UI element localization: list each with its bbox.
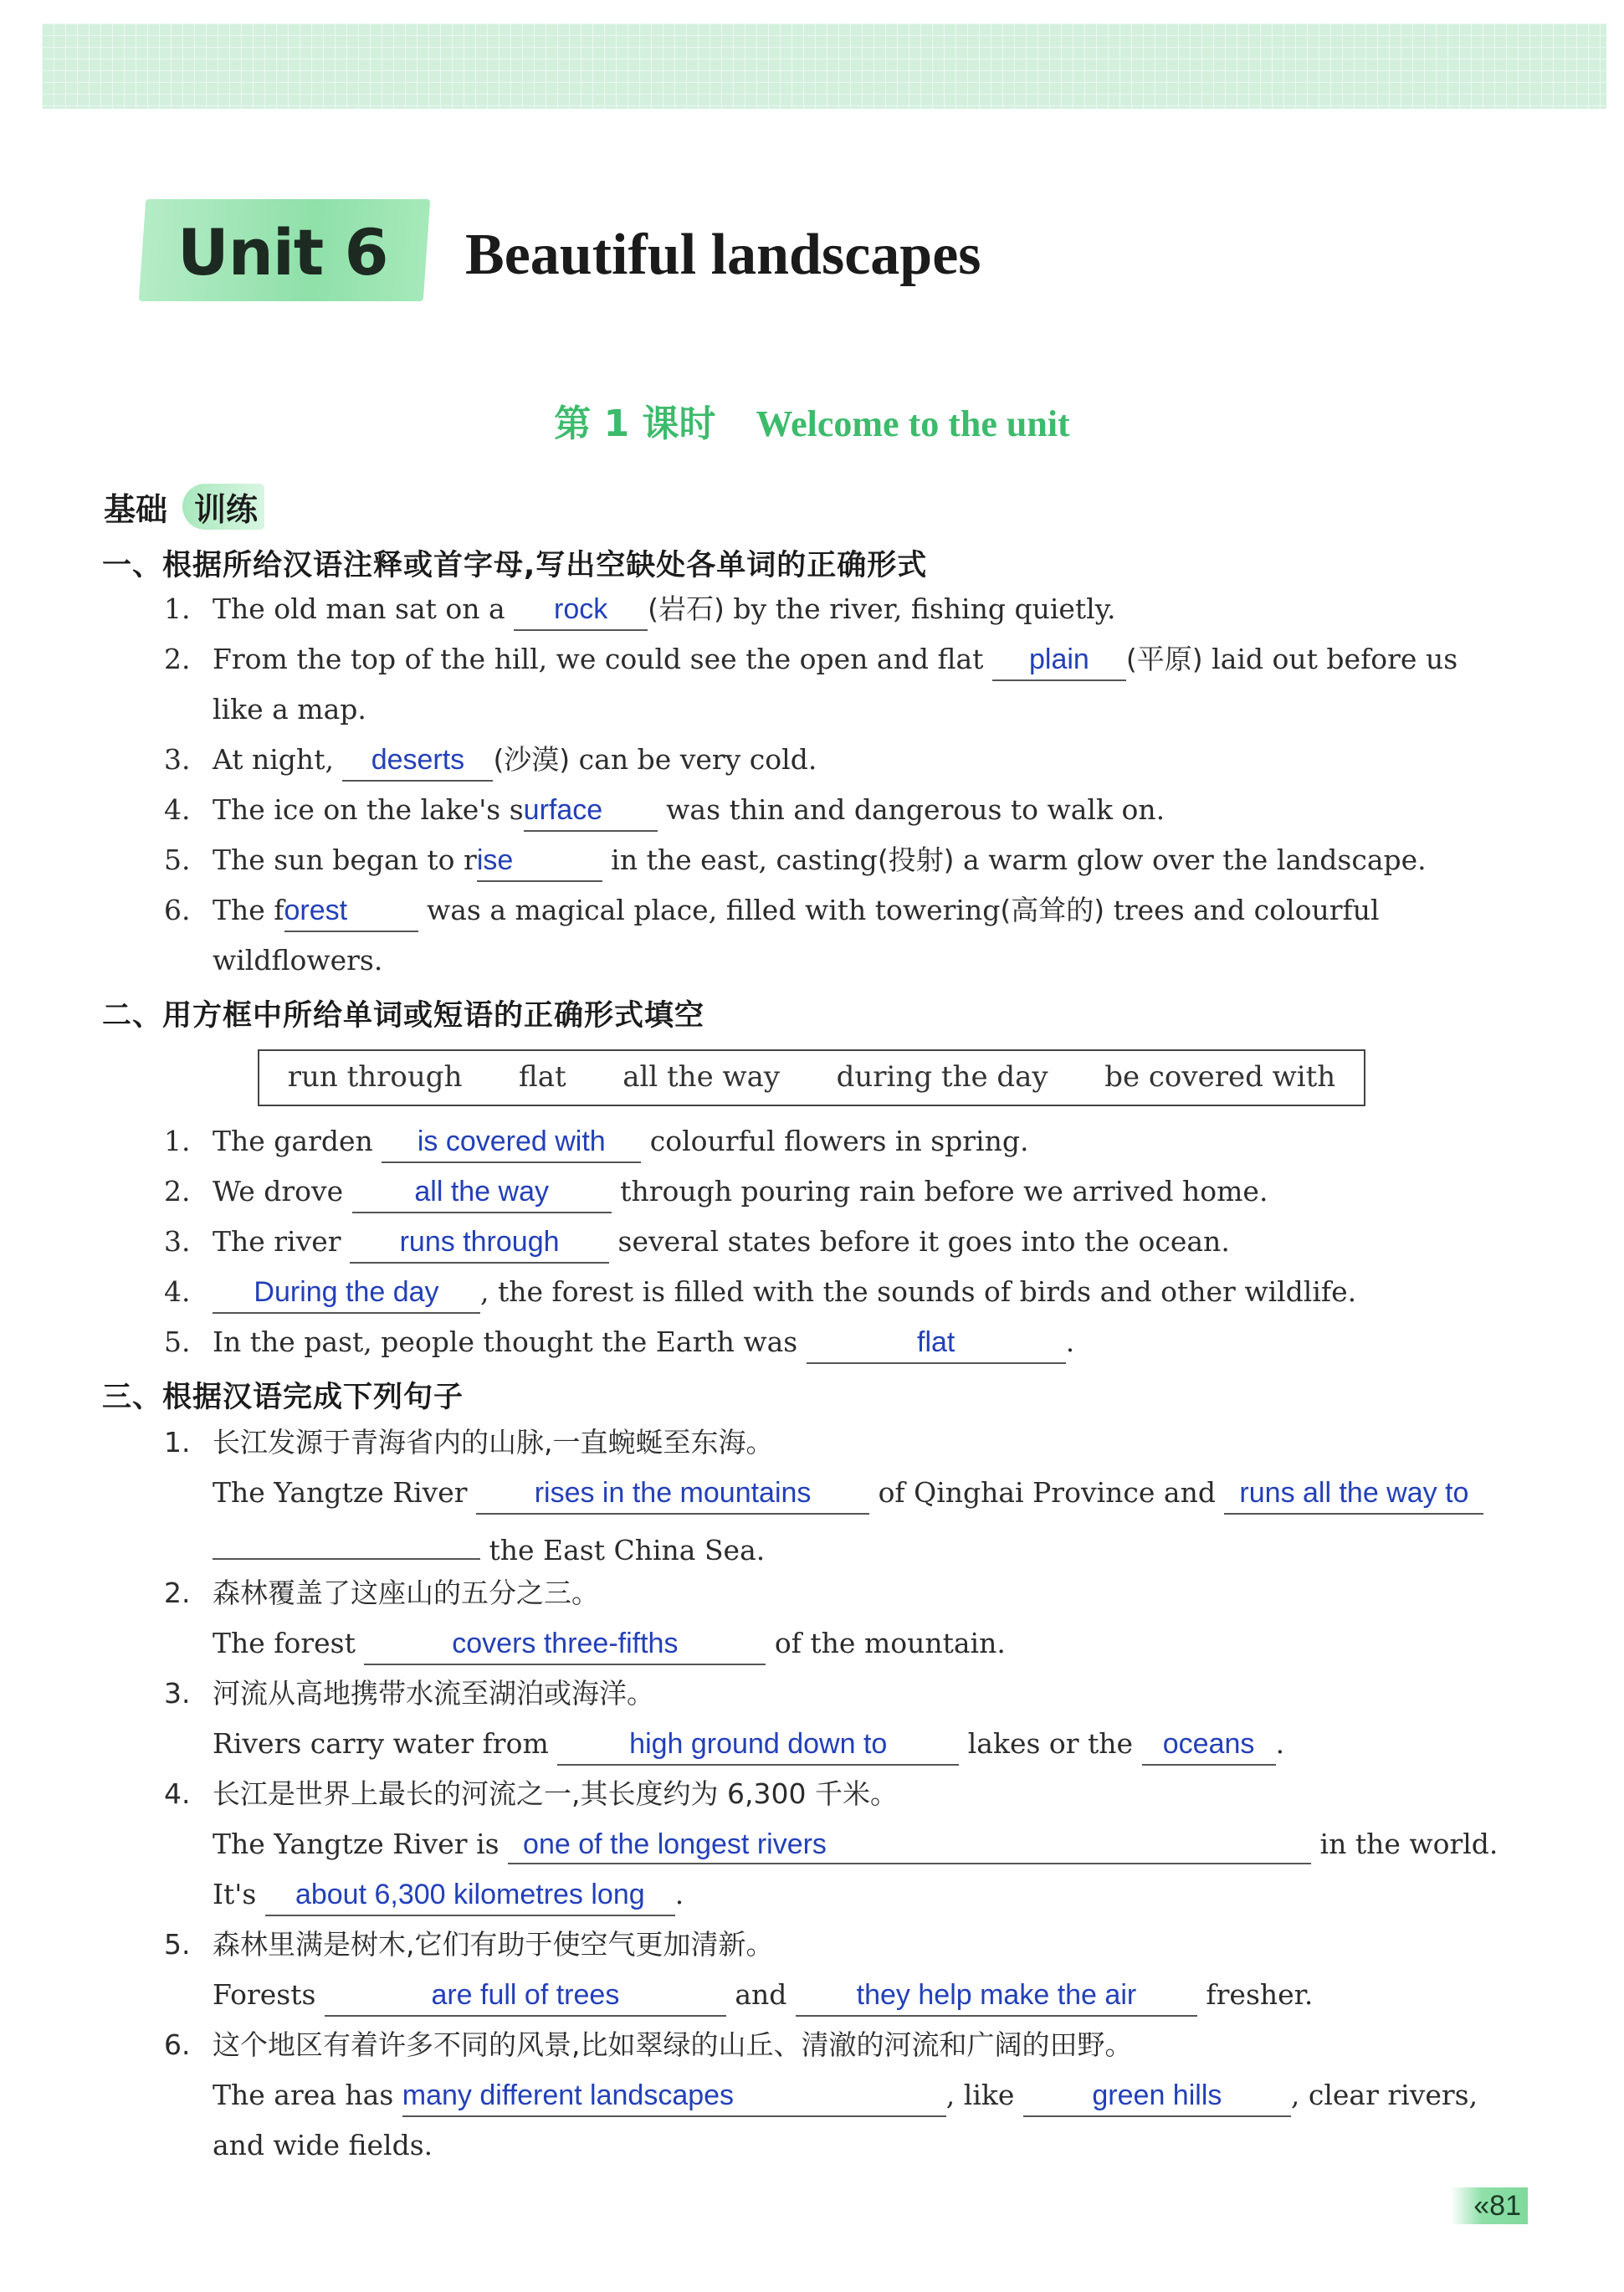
s3-question-3-en — [213, 1722, 1530, 1766]
answer-blank[interactable] — [508, 1828, 1311, 1864]
question-text: fresher. — [1196, 1978, 1314, 2011]
lesson-title — [0, 393, 1624, 447]
question-text: in the east, casting — [602, 843, 878, 876]
question-text: and — [725, 1978, 796, 2011]
s3-question-5-cn — [164, 1923, 1530, 1966]
answer-text: runs through — [399, 1226, 560, 1258]
answer-text: ise — [476, 844, 514, 876]
question-number: 3. — [164, 743, 191, 776]
s2-question-3 — [164, 1220, 1530, 1264]
question-number: 2. — [164, 1175, 191, 1208]
hint-text: (沙漠) — [493, 743, 571, 776]
question-text: several states before it goes into the ocean. — [609, 1225, 1230, 1258]
answer-text: covers three-fifths — [452, 1628, 679, 1659]
answer-blank[interactable] — [325, 1978, 726, 2017]
chinese-prompt: 长江发源于青海省内的山脉,一直蜿蜒至东海。 — [213, 1426, 774, 1459]
answer-text: runs all the way to — [1239, 1477, 1469, 1509]
chinese-prompt: 森林里满是树木,它们有助于使空气更加清新。 — [213, 1928, 774, 1961]
answer-blank[interactable] — [342, 743, 493, 782]
s3-question-6-cont: and wide fields. — [213, 2129, 433, 2161]
s3-question-1-cn — [164, 1421, 1530, 1464]
question-text: laid out before us — [1202, 643, 1458, 675]
question-text: of the mountain. — [766, 1627, 1006, 1659]
answer-blank[interactable] — [364, 1627, 766, 1665]
section-2-title: 二、用方框中所给单词或短语的正确形式填空 — [102, 999, 705, 1033]
word-box-item: all the way — [622, 1060, 781, 1094]
word-box — [258, 1049, 1365, 1106]
question-text: . — [1275, 1727, 1285, 1760]
question-text: We drove — [213, 1175, 352, 1208]
s1-question-1 — [164, 587, 1530, 631]
question-text: the East China Sea. — [480, 1534, 766, 1566]
answer-blank[interactable] — [213, 1275, 480, 1314]
s1-question-2-cont: like a map. — [213, 693, 366, 726]
question-text: The sun began to r — [213, 843, 477, 876]
question-text: trees and colourful — [1104, 894, 1380, 926]
answer-text: plain — [1028, 644, 1089, 675]
question-text: through pouring rain before we arrived home. — [611, 1175, 1268, 1208]
s1-question-5 — [164, 838, 1530, 882]
question-number: 5. — [164, 1325, 191, 1358]
s3-question-4-en — [213, 1823, 1530, 1866]
block-heading-a: 基础 — [104, 491, 168, 528]
question-text: . — [1065, 1325, 1075, 1358]
question-number: 1. — [164, 592, 191, 625]
answer-blank[interactable] — [350, 1225, 609, 1264]
question-text: The river — [213, 1225, 351, 1258]
chinese-prompt: 这个地区有着许多不同的风景,比如翠绿的山丘、清澈的河流和广阔的田野。 — [213, 2028, 1133, 2061]
answer-blank-cont[interactable] — [213, 1521, 480, 1560]
section-1-title: 一、根据所给汉语注释或首字母,写出空缺处各单词的正确形式 — [102, 549, 928, 582]
question-text: The Yangtze River is — [213, 1828, 509, 1860]
answer-text: about 6,300 kilometres long — [295, 1879, 645, 1910]
question-text: The garden — [213, 1125, 382, 1157]
answer-blank[interactable] — [1023, 2079, 1291, 2117]
question-text: The old man sat on a — [213, 592, 515, 625]
question-text: The forest — [213, 1627, 365, 1659]
hint-text: (投射) — [877, 843, 955, 876]
lesson-number: 第 1 课时 — [554, 403, 716, 445]
answer-blank[interactable] — [1142, 1727, 1276, 1766]
s1-question-4 — [164, 788, 1530, 832]
s2-question-5 — [164, 1320, 1530, 1364]
answer-blank[interactable] — [352, 1175, 612, 1213]
s3-question-4-cn — [164, 1772, 1530, 1816]
question-text: In the past, people thought the Earth was — [213, 1325, 807, 1358]
s3-question-6-cn — [164, 2023, 1530, 2067]
question-text: of Qinghai Province and — [869, 1476, 1225, 1509]
question-number: 5. — [164, 1928, 191, 1961]
answer-text: During the day — [254, 1276, 439, 1308]
s2-question-1 — [164, 1120, 1530, 1163]
word-box-item: be covered with — [1104, 1060, 1336, 1094]
answer-blank[interactable] — [1224, 1476, 1483, 1515]
answer-blank[interactable] — [557, 1727, 959, 1766]
question-text: can be very cold. — [570, 743, 817, 776]
question-text: , clear rivers, — [1290, 2079, 1478, 2111]
s1-question-3 — [164, 738, 1530, 782]
question-text: was a magical place, filled with towering — [418, 894, 1001, 926]
hint-text: (平原) — [1125, 643, 1203, 675]
answer-text: are full of trees — [431, 1979, 620, 2011]
page-number-text: 81 — [1489, 2190, 1521, 2222]
header-band — [42, 23, 1606, 109]
answer-blank[interactable] — [807, 1325, 1066, 1364]
question-number: 6. — [164, 894, 191, 926]
question-text: , the forest is filled with the sounds of birds and other wildlife. — [480, 1275, 1357, 1308]
s2-question-2 — [164, 1170, 1530, 1213]
answer-blank[interactable] — [382, 1125, 641, 1163]
s3-question-2-cn — [164, 1572, 1530, 1615]
question-number: 3. — [164, 1225, 191, 1258]
question-number: 6. — [164, 2028, 191, 2061]
unit-title: Beautiful landscapes — [465, 223, 981, 287]
question-number: 1. — [164, 1125, 191, 1157]
word-box-item: flat — [519, 1060, 566, 1094]
question-number: 4. — [164, 1275, 191, 1308]
answer-blank[interactable] — [992, 643, 1126, 681]
answer-text: is covered with — [417, 1125, 606, 1157]
answer-text: green hills — [1092, 2079, 1222, 2111]
question-text: a warm glow over the landscape. — [954, 843, 1427, 876]
answer-blank[interactable] — [476, 1476, 869, 1515]
answer-text: oceans — [1162, 1728, 1255, 1760]
chinese-prompt: 森林覆盖了这座山的五分之三。 — [213, 1577, 599, 1609]
s3-question-5-en — [213, 1973, 1530, 2017]
question-text: lakes or the — [959, 1727, 1142, 1760]
block-heading-b: 训练 — [182, 484, 264, 530]
hint-text: (高耸的) — [1000, 894, 1105, 926]
s3-question-1-en — [213, 1471, 1530, 1515]
s3-question-4-en-2 — [213, 1873, 1530, 1916]
s1-question-2 — [164, 638, 1530, 681]
question-text: It's — [213, 1878, 265, 1910]
hint-text: (岩石) — [648, 592, 725, 625]
answer-text: urface — [523, 794, 603, 826]
question-text: The Yangtze River — [213, 1476, 477, 1509]
answer-blank[interactable] — [524, 793, 658, 832]
chinese-prompt: 长江是世界上最长的河流之一,其长度约为 6,300 千米。 — [213, 1777, 898, 1810]
answer-blank[interactable] — [284, 894, 418, 932]
answer-blank[interactable] — [477, 843, 602, 882]
question-text: Forests — [213, 1978, 325, 2011]
answer-blank[interactable] — [514, 592, 648, 631]
answer-blank[interactable] — [796, 1978, 1197, 2017]
answer-text: flat — [917, 1326, 955, 1358]
question-number: 2. — [164, 1577, 191, 1609]
answer-text: many different landscapes — [402, 2079, 735, 2111]
s3-question-3-cn — [164, 1672, 1530, 1715]
question-number: 3. — [164, 1677, 191, 1710]
question-text: , like — [945, 2079, 1023, 2111]
answer-text: orest — [284, 895, 348, 926]
question-number: 1. — [164, 1426, 191, 1459]
word-box-item: during the day — [836, 1060, 1048, 1094]
question-text: in the world. — [1311, 1828, 1498, 1860]
question-text: The f — [213, 894, 284, 926]
question-text: From the top of the hill, we could see the open and flat — [213, 643, 992, 675]
question-number: 4. — [164, 1777, 191, 1810]
question-text: Rivers carry water from — [213, 1727, 558, 1760]
answer-text: they help make the air — [856, 1979, 1137, 2011]
unit-label: Unit 6 — [177, 215, 388, 290]
answer-text: rises in the mountains — [534, 1477, 812, 1509]
answer-text: high ground down to — [629, 1728, 888, 1760]
section-3-title: 三、根据汉语完成下列句子 — [102, 1381, 464, 1414]
answer-blank[interactable] — [265, 1878, 675, 1916]
question-text: The ice on the lake's s — [213, 793, 524, 826]
answer-text: deserts — [371, 744, 465, 776]
answer-text: one of the longest rivers — [523, 1828, 827, 1860]
question-text: was thin and dangerous to walk on. — [657, 793, 1165, 826]
answer-blank[interactable] — [402, 2079, 946, 2117]
question-text: At night, — [213, 743, 343, 776]
s1-question-6-cont: wildflowers. — [213, 944, 383, 977]
question-number: 4. — [164, 793, 191, 826]
question-text: by the river, fishing quietly. — [724, 592, 1116, 625]
question-number: 2. — [164, 643, 191, 675]
s1-question-6 — [164, 889, 1530, 932]
block-heading — [104, 484, 264, 530]
question-number: 5. — [164, 843, 191, 876]
answer-text: all the way — [414, 1176, 549, 1208]
s3-question-1-en-cont — [213, 1521, 1530, 1565]
question-text: The area has — [213, 2079, 402, 2111]
s3-question-6-en — [213, 2074, 1530, 2117]
question-text: . — [674, 1878, 684, 1910]
page-number: «81 — [1451, 2187, 1528, 2224]
answer-text: rock — [554, 593, 608, 625]
s2-question-4 — [164, 1270, 1530, 1314]
lesson-name: Welcome to the unit — [756, 403, 1070, 444]
chinese-prompt: 河流从高地携带水流至湖泊或海洋。 — [213, 1677, 654, 1710]
question-text: colourful flowers in spring. — [641, 1125, 1029, 1157]
word-box-item: run through — [287, 1060, 463, 1094]
s3-question-2-en — [213, 1622, 1530, 1665]
